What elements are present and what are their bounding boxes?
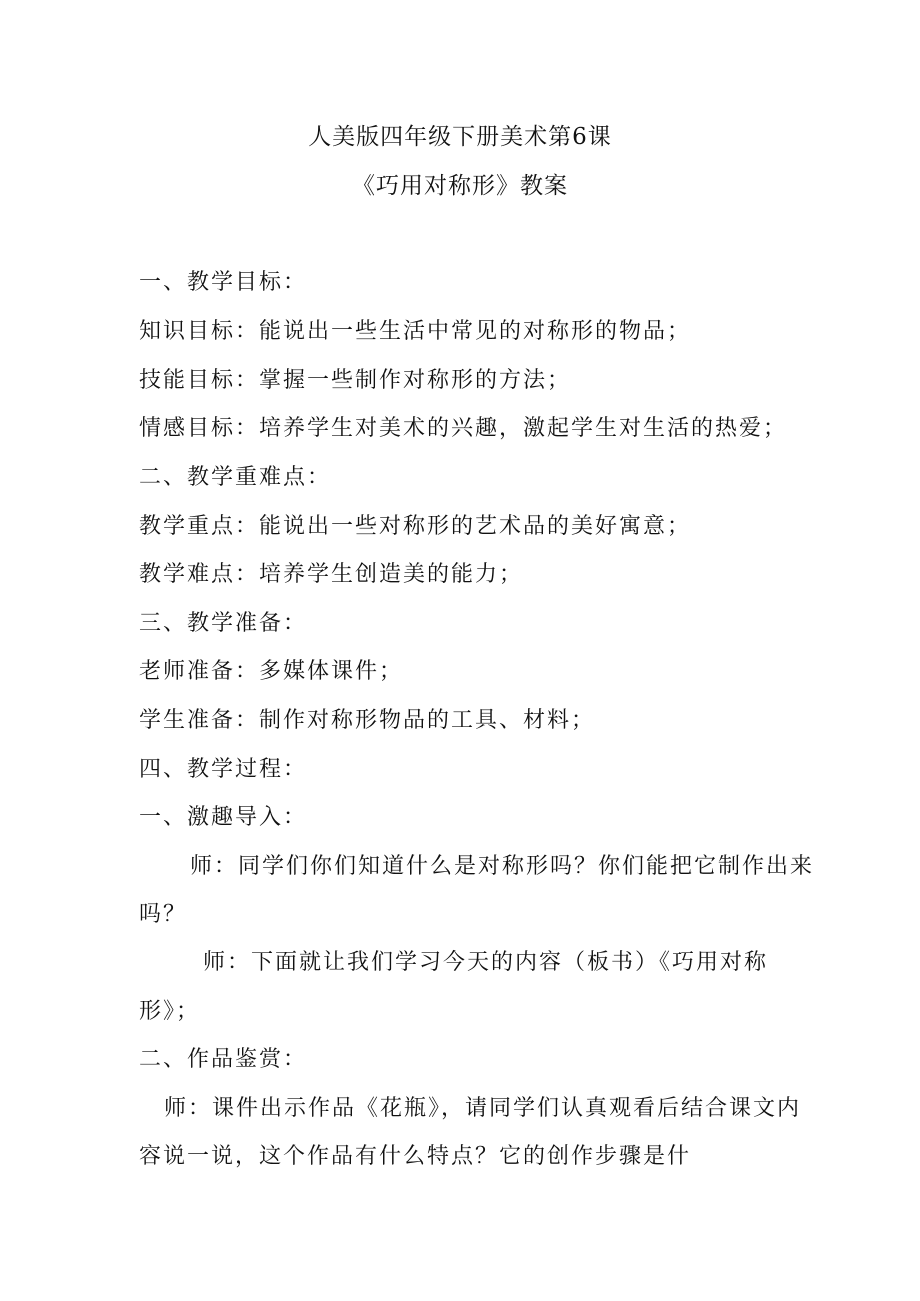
section-heading-process: 四、教学过程：: [139, 757, 308, 782]
paragraph-teacher-question-3-cont: 容说一说，这个作品有什么特点？它的创作步骤是什: [139, 1144, 692, 1169]
paragraph-student-preparation: 学生准备：制作对称形物品的工具、材料；: [139, 708, 596, 733]
paragraph-teacher-question-3: 师：课件出示作品《花瓶》，请同学们认真观看后结合课文内: [164, 1096, 802, 1121]
document-title: 人美版四年级下册美术第6课: [308, 124, 612, 150]
paragraph-skill-goal: 技能目标：掌握一些制作对称形的方法；: [139, 368, 572, 393]
paragraph-teaching-focus: 教学重点：能说出一些对称形的艺术品的美好寓意；: [139, 514, 692, 539]
paragraph-teacher-question-1-cont: 吗？: [139, 902, 188, 927]
paragraph-teacher-question-2: 师：下面就让我们学习今天的内容（板书）《巧用对称: [203, 950, 769, 975]
paragraph-teacher-question-2-cont: 形》；: [139, 999, 201, 1024]
paragraph-emotion-goal: 情感目标：培养学生对美术的兴趣，激起学生对生活的热爱；: [139, 416, 788, 441]
document-subtitle: 《巧用对称形》教案: [352, 173, 568, 199]
paragraph-teacher-question-1: 师：同学们你们知道什么是对称形吗？你们能把它制作出来: [190, 854, 815, 879]
paragraph-knowledge-goal: 知识目标：能说出一些生活中常见的对称形的物品；: [139, 319, 692, 344]
section-heading-key-points: 二、教学重难点：: [139, 465, 332, 490]
subheading-introduction: 一、激趣导入：: [139, 805, 308, 830]
subheading-appreciation: 二、作品鉴赏：: [139, 1047, 308, 1072]
paragraph-teacher-preparation: 老师准备：多媒体课件；: [139, 659, 404, 684]
section-heading-objectives: 一、教学目标：: [139, 270, 308, 295]
paragraph-teaching-difficulty: 教学难点：培养学生创造美的能力；: [139, 562, 524, 587]
section-heading-preparation: 三、教学准备：: [139, 611, 308, 636]
